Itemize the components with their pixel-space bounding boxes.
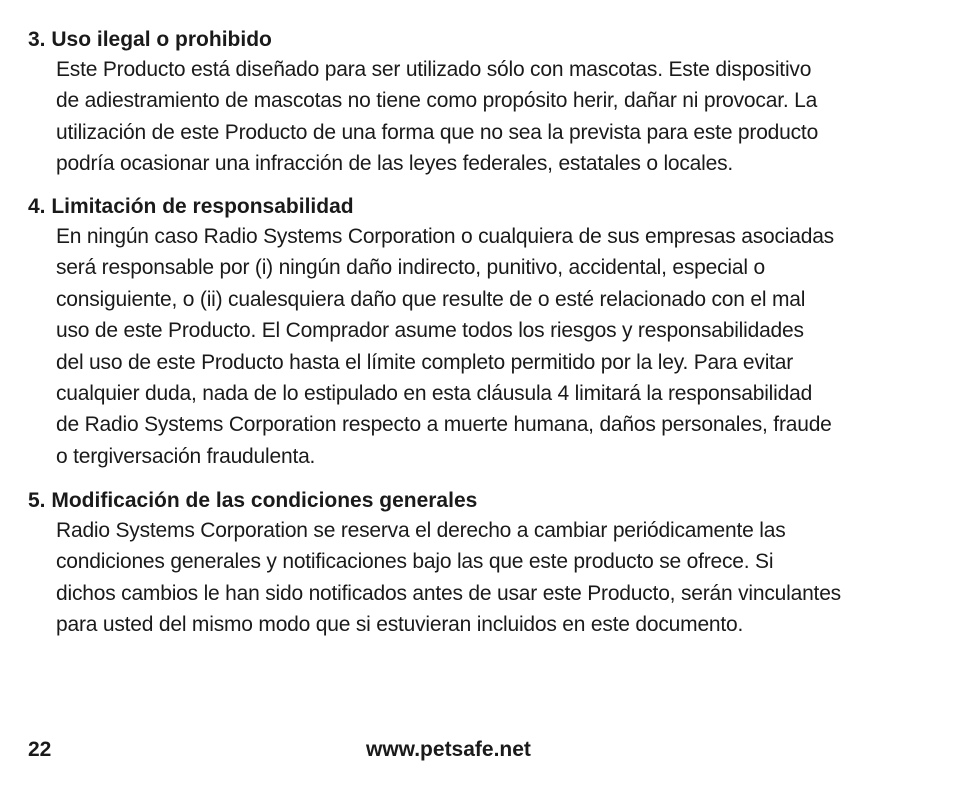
page-number: 22 bbox=[28, 738, 52, 761]
section-body bbox=[28, 221, 938, 472]
section-liability-limitation bbox=[28, 193, 938, 472]
body-line: cualquier duda, nada de lo estipulado en esta cláusula 4 limitará la responsabilidad bbox=[56, 382, 813, 406]
body-line: del uso de este Producto hasta el límite completo permitido por la ley. Para evitar bbox=[56, 350, 794, 374]
body-line: utilización de este Producto de una forma que no sea la prevista para este producto bbox=[56, 120, 819, 144]
body-line: de adiestramiento de mascotas no tiene como propósito herir, dañar ni provocar. La bbox=[56, 89, 818, 113]
footer-url-link[interactable]: www.petsafe.net bbox=[366, 738, 531, 761]
body-line: para usted del mismo modo que si estuvieran incluidos en este documento. bbox=[56, 613, 744, 637]
body-line: condiciones generales y notificaciones bajo las que este producto se ofrece. Si bbox=[56, 550, 774, 574]
body-line: Este Producto está diseñado para ser utilizado sólo con mascotas. Este dispositivo bbox=[56, 58, 812, 81]
section-illegal-use bbox=[28, 26, 938, 180]
body-line: uso de este Producto. El Comprador asume todos los riesgos y responsabilidades bbox=[56, 319, 804, 343]
body-line: será responsable por (i) ningún daño indirecto, punitivo, accidental, especial o bbox=[56, 256, 765, 280]
body-line: Radio Systems Corporation se reserva el derecho a cambiar periódicamente las bbox=[56, 519, 786, 542]
body-line: de Radio Systems Corporation respecto a muerte humana, daños personales, fraude bbox=[56, 413, 832, 437]
body-line: o tergiversación fraudulenta. bbox=[56, 444, 316, 468]
section-body bbox=[28, 515, 938, 641]
section-heading: 5. Modificación de las condiciones generales bbox=[28, 489, 478, 512]
section-heading: 3. Uso ilegal o prohibido bbox=[28, 28, 272, 51]
body-line: dichos cambios le han sido notificados antes de usar este Producto, serán vinculantes bbox=[56, 581, 841, 605]
section-heading: 4. Limitación de responsabilidad bbox=[28, 195, 354, 218]
section-terms-modification bbox=[28, 487, 938, 641]
section-body bbox=[28, 54, 938, 180]
body-line: podría ocasionar una infracción de las leyes federales, estatales o locales. bbox=[56, 152, 734, 176]
body-line: En ningún caso Radio Systems Corporation o cualquiera de sus empresas asociadas bbox=[56, 225, 834, 248]
body-line: consiguiente, o (ii) cualesquiera daño que resulte de o esté relacionado con el mal bbox=[56, 287, 806, 311]
